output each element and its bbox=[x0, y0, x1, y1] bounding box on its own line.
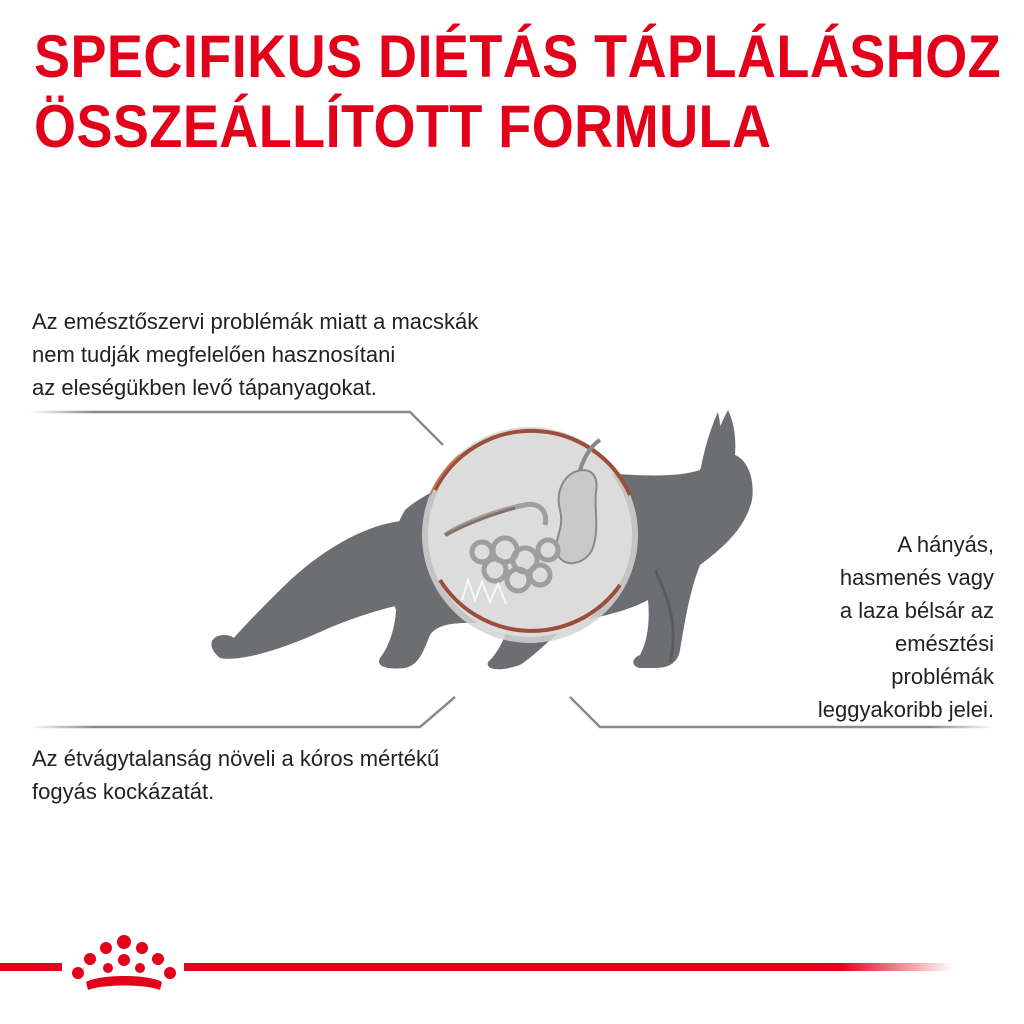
stomach-icon bbox=[556, 470, 596, 563]
title-line-2: ÖSSZEÁLLÍTOTT FORMULA bbox=[34, 93, 772, 160]
callout-right-line-4: emésztési bbox=[894, 631, 994, 656]
cat-digestive-system-illustration bbox=[200, 400, 760, 700]
connector-bottom-left bbox=[30, 697, 455, 727]
brand-line-left bbox=[0, 963, 62, 971]
callout-top-left-line-2: nem tudják megfelelően hasznosítani bbox=[32, 342, 396, 367]
callout-top-left-line-1: Az emésztőszervi problémák miatt a macskák bbox=[32, 309, 479, 334]
digestive-magnifier bbox=[422, 427, 638, 643]
callout-top-left-line-3: az eleségükben levő tápanyagokat. bbox=[32, 375, 377, 400]
callout-bottom-left-line-2: fogyás kockázatát. bbox=[32, 779, 215, 804]
callout-right-line-2: hasmenés vagy bbox=[839, 565, 994, 590]
title-line-1: SPECIFIKUS DIÉTÁS TÁPLÁLÁSHOZ bbox=[34, 23, 1002, 90]
callout-right-line-6: leggyakoribb jelei. bbox=[817, 697, 994, 722]
footer-brand-bar bbox=[0, 930, 1024, 1000]
callout-right-line-5: problémák bbox=[891, 664, 994, 689]
connector-right bbox=[570, 697, 994, 727]
callout-right-line-1: A hányás, bbox=[897, 532, 994, 557]
royal-crown-logo bbox=[72, 935, 176, 990]
callout-bottom-left-line-1: Az étvágytalanság növeli a kóros mértékű bbox=[32, 746, 440, 771]
callout-right-line-3: a laza bélsár az bbox=[839, 598, 994, 623]
brand-line-right bbox=[184, 963, 954, 971]
